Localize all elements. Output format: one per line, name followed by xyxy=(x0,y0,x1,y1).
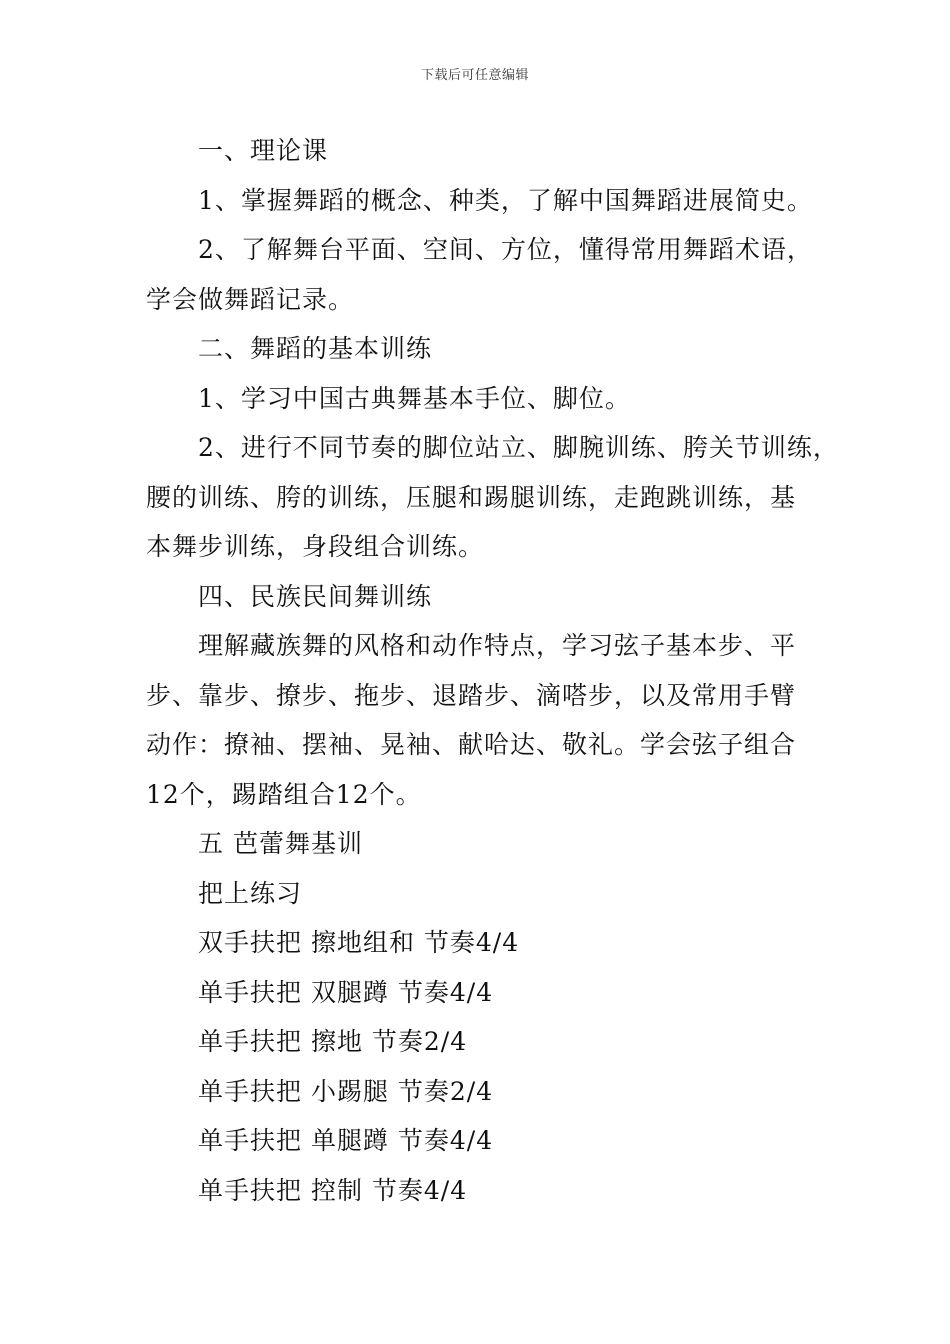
exercise-item: 单手扶把 擦地 节奏2/4 xyxy=(198,1027,468,1056)
paragraph-line: 本舞步训练，身段组合训练。 xyxy=(146,532,485,561)
paragraph-line: 动作：撩袖、摆袖、晃袖、献哈达、敬礼。学会弦子组合 xyxy=(146,730,797,759)
exercise-item: 单手扶把 单腿蹲 节奏4/4 xyxy=(198,1126,494,1155)
exercise-item: 单手扶把 双腿蹲 节奏4/4 xyxy=(198,977,494,1007)
paragraph-line: 12个，踢踏组合12个。 xyxy=(146,779,422,809)
exercise-item: 双手扶把 擦地组和 节奏4/4 xyxy=(198,928,520,957)
subheading-barre-exercises: 把上练习 xyxy=(198,878,303,908)
paragraph-line: 腰的训练、胯的训练，压腿和踢腿训练，走跑跳训练，基 xyxy=(146,482,797,512)
document-body xyxy=(146,126,839,1215)
section-heading-ballet: 五 芭蕾舞基训 xyxy=(198,829,363,858)
paragraph-line: 1、学习中国古典舞基本手位、脚位。 xyxy=(198,383,631,413)
section-heading-basic-training: 二、舞蹈的基本训练 xyxy=(198,334,433,363)
page-header-note: 下载后可任意编辑 xyxy=(420,68,529,83)
exercise-item: 单手扶把 小踢腿 节奏2/4 xyxy=(198,1076,494,1106)
paragraph-line: 学会做舞蹈记录。 xyxy=(146,284,355,314)
section-heading-folk-dance: 四、民族民间舞训练 xyxy=(198,581,433,611)
paragraph-line: 2、进行不同节奏的脚位站立、脚腕训练、胯关节训练， xyxy=(198,433,839,462)
exercise-item: 单手扶把 控制 节奏4/4 xyxy=(198,1175,468,1205)
paragraph-line: 步、靠步、撩步、拖步、退踏步、滴嗒步，以及常用手臂 xyxy=(146,680,797,710)
paragraph-line: 理解藏族舞的风格和动作特点，学习弦子基本步、平 xyxy=(198,631,797,660)
paragraph-line: 1、掌握舞蹈的概念、种类，了解中国舞蹈进展简史。 xyxy=(198,185,813,215)
section-heading-theory: 一、理论课 xyxy=(198,136,329,165)
paragraph-line: 2、了解舞台平面、空间、方位，懂得常用舞蹈术语， xyxy=(198,235,813,264)
